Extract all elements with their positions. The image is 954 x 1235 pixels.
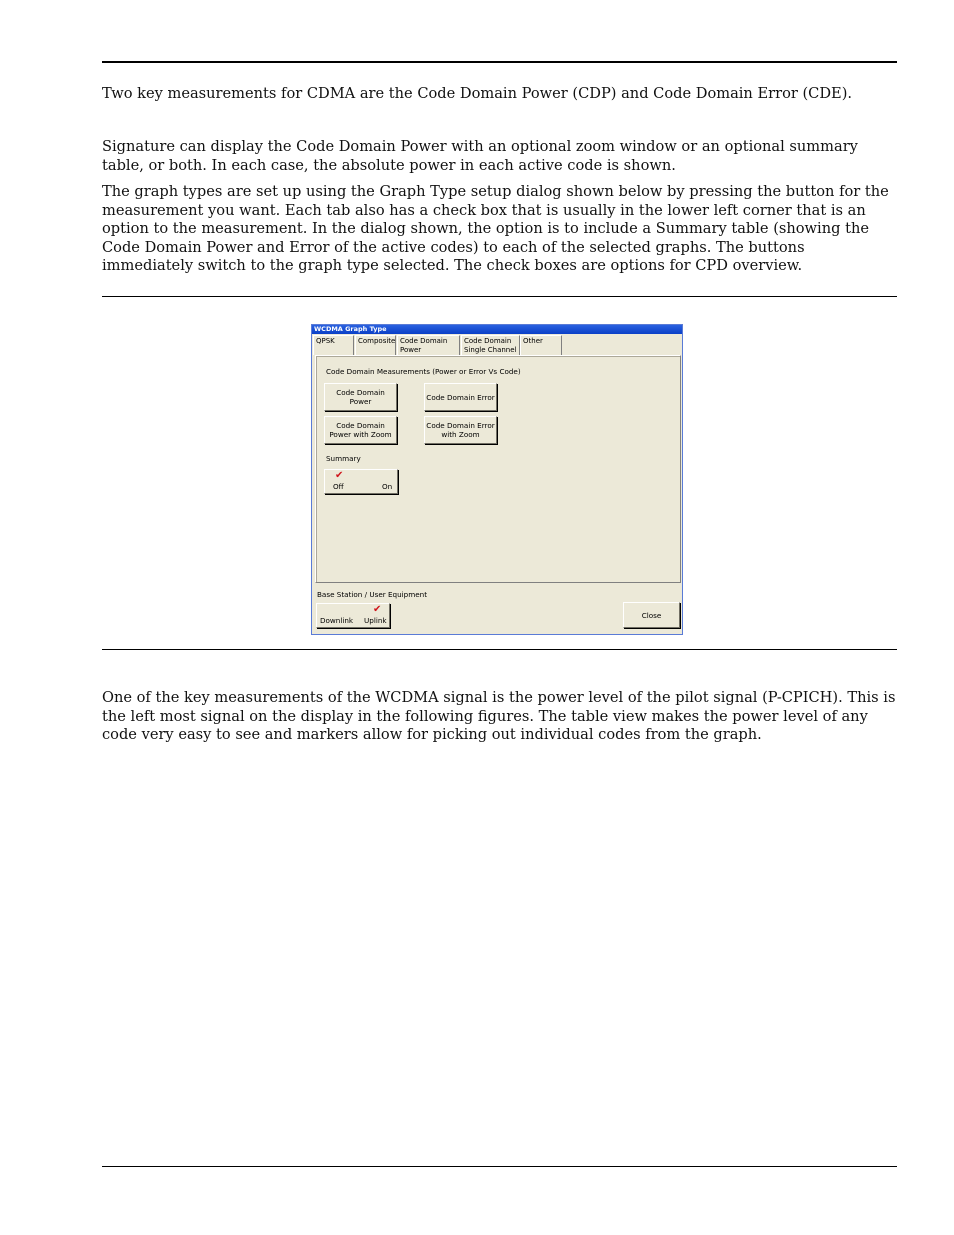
summary-check-icon: ✔ bbox=[335, 470, 344, 481]
tab-qpsk[interactable]: QPSK bbox=[313, 335, 354, 355]
tab-code-domain-power[interactable]: Code Domain Power bbox=[397, 335, 460, 355]
paragraph-graph-types: The graph types are set up using the Graph Type setup dialog shown below by pressing the button for the measurement you want. Each tab also has a check box that is usually in the lower left corner that is an option to the measurement. In the dialog shown, the option is to include a Summary table (showing the Code Domain Power and Error of the active codes) to each of the selected graphs. The buttons immediately switch to the graph type selected. The check boxes are options for CPD overview. bbox=[102, 183, 889, 275]
tab-composite[interactable]: Composite bbox=[355, 335, 396, 355]
uplink-label: Uplink bbox=[364, 616, 387, 625]
code-domain-error-button[interactable]: Code Domain Error bbox=[424, 383, 497, 411]
figure-bottom-rule bbox=[102, 649, 897, 650]
code-domain-power-zoom-button[interactable]: Code Domain Power with Zoom bbox=[324, 416, 397, 444]
uplink-check-icon: ✔ bbox=[373, 604, 382, 615]
code-domain-power-button[interactable]: Code Domain Power bbox=[324, 383, 397, 411]
tab-other[interactable]: Other bbox=[520, 335, 562, 355]
downlink-label: Downlink bbox=[320, 616, 354, 625]
top-rule bbox=[102, 61, 897, 63]
footer-rule bbox=[102, 1166, 897, 1167]
summary-on-label: On bbox=[382, 482, 393, 491]
tab-panel bbox=[315, 355, 681, 583]
figure-top-rule bbox=[102, 296, 897, 297]
paragraph-cdma-intro: Two key measurements for CDMA are the Code Domain Power (CDP) and Code Domain Error (CDE). bbox=[102, 85, 853, 102]
code-domain-error-zoom-button[interactable]: Code Domain Error with Zoom bbox=[424, 416, 497, 444]
station-toggle[interactable] bbox=[316, 603, 390, 628]
group-label: Code Domain Measurements (Power or Error Vs Code) bbox=[326, 367, 521, 376]
dialog-title: WCDMA Graph Type bbox=[312, 325, 682, 334]
summary-label: Summary bbox=[326, 454, 361, 463]
tab-code-domain-single-channel[interactable]: Code Domain Single Channel bbox=[461, 335, 520, 355]
summary-off-label: Off bbox=[333, 482, 344, 491]
paragraph-pilot-signal: One of the key measurements of the WCDMA signal is the power level of the pilot signal (P-CPICH). This is the left most signal on the display in the following figures. The table view makes the power level of any code very easy to see and markers allow for picking out individual codes from the graph. bbox=[102, 689, 896, 744]
station-label: Base Station / User Equipment bbox=[317, 590, 428, 599]
graph-type-dialog bbox=[311, 324, 683, 635]
paragraph-signature-display: Signature can display the Code Domain Power with an optional zoom window or an optional summary table, or both. In each case, the absolute power in each active code is shown. bbox=[102, 138, 858, 174]
close-button[interactable]: Close bbox=[623, 602, 680, 628]
summary-toggle[interactable] bbox=[324, 469, 398, 494]
